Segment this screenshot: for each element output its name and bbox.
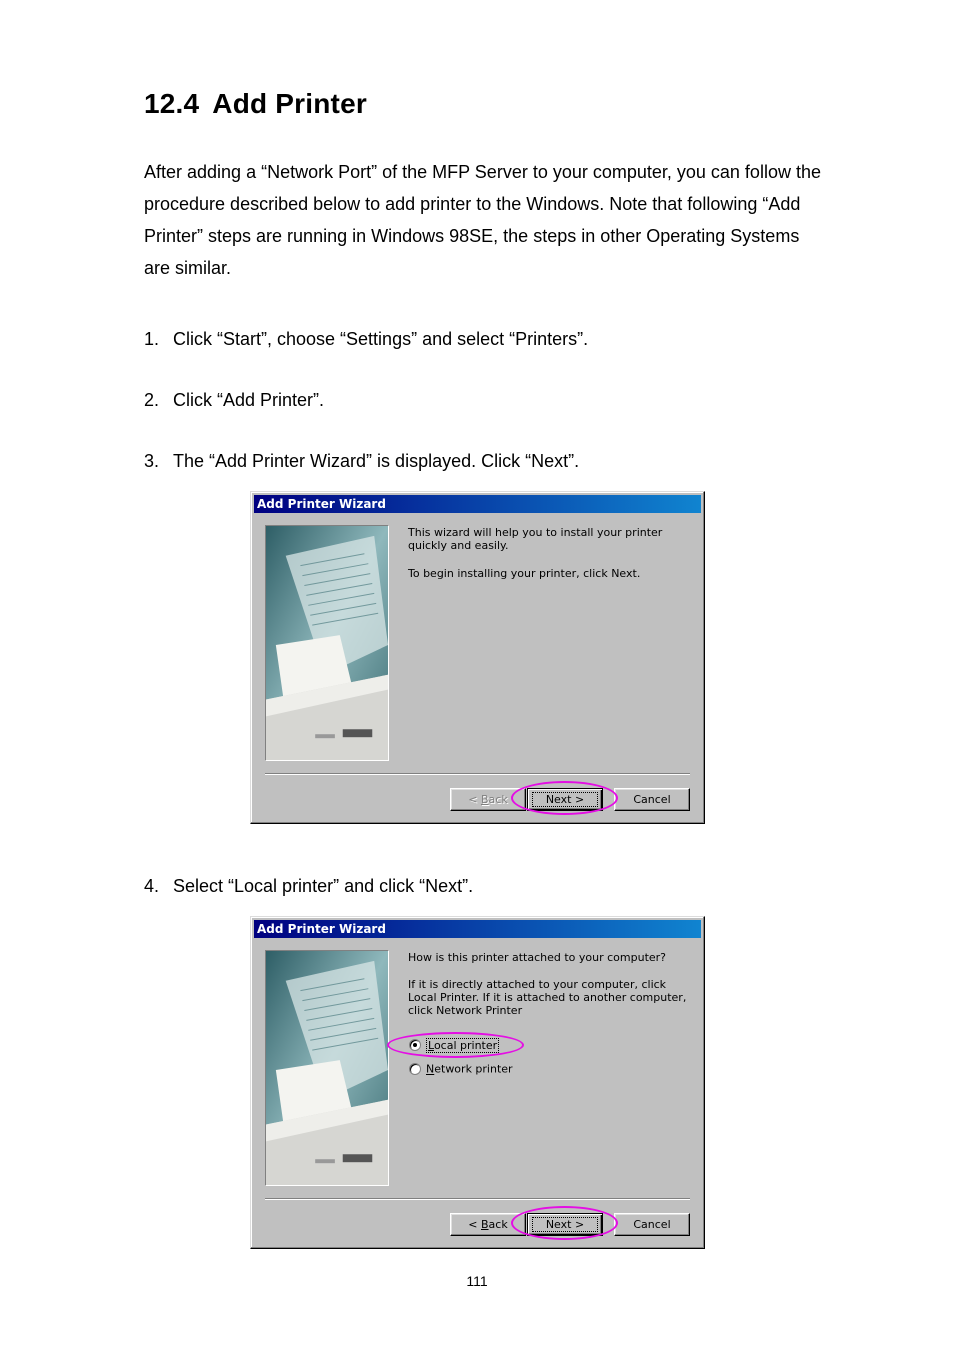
section-number: 12.4 xyxy=(144,88,200,119)
question-text: How is this printer attached to your computer? xyxy=(408,951,667,964)
network-printer-label: Network printer xyxy=(426,1062,513,1076)
page-number: 111 xyxy=(466,1273,488,1289)
back-button[interactable]: < Back xyxy=(450,1213,526,1236)
printer-illustration-icon xyxy=(265,950,389,1186)
cancel-button[interactable]: Cancel xyxy=(614,788,690,811)
dialog-titlebar[interactable]: Add Printer Wizard xyxy=(254,495,701,513)
add-printer-wizard-dialog-welcome xyxy=(250,491,705,824)
section-title: Add Printer xyxy=(212,88,367,119)
explanation-text: If it is directly attached to your computer, click Local Printer. If it is attached to another computer, click Network Printer xyxy=(408,978,687,1017)
dialog-titlebar[interactable]: Add Printer Wizard xyxy=(254,920,701,938)
section-heading xyxy=(144,88,367,120)
step-2: 2. Click “Add Printer”. xyxy=(144,390,325,410)
dialog-separator xyxy=(265,773,690,775)
dialog-separator xyxy=(265,1198,690,1200)
network-printer-radio[interactable] xyxy=(409,1063,421,1075)
add-printer-wizard-dialog-connection xyxy=(250,916,705,1249)
intro-paragraph: After adding a “Network Port” of the MFP Server to your computer, you can follow the procedure described below to add printer to the Windows. Note that following “Add Printer” steps are running in Windows 98SE, the steps in other Operating Systems are similar. xyxy=(144,162,821,278)
welcome-text: This wizard will help you to install your printer quickly and easily. xyxy=(408,526,663,552)
step-3: 3. The “Add Printer Wizard” is displayed. Click “Next”. xyxy=(144,451,580,471)
next-button[interactable]: Next > xyxy=(527,1213,603,1236)
local-printer-label: Local printer xyxy=(428,1038,498,1052)
printer-illustration-icon xyxy=(265,525,389,761)
local-printer-option[interactable] xyxy=(409,1038,499,1052)
step-4: 4. Select “Local printer” and click “Next”. xyxy=(144,876,474,896)
network-printer-option[interactable] xyxy=(409,1062,513,1076)
back-button[interactable]: < Back xyxy=(450,788,526,811)
next-button[interactable]: Next > xyxy=(527,788,603,811)
instruction-text: To begin installing your printer, click Next. xyxy=(408,567,641,580)
step-1: 1. Click “Start”, choose “Settings” and select “Printers”. xyxy=(144,329,589,349)
cancel-button[interactable]: Cancel xyxy=(614,1213,690,1236)
local-printer-radio[interactable] xyxy=(409,1039,421,1051)
